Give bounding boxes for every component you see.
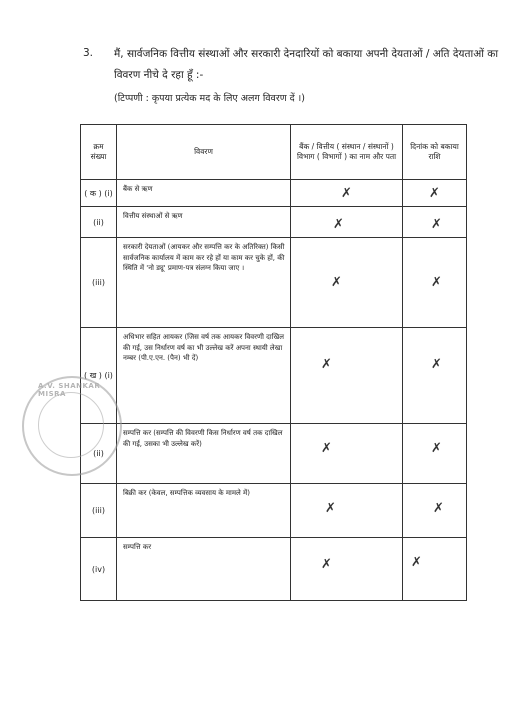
amount-cell xyxy=(403,180,467,207)
cross-mark: ✗ xyxy=(341,186,352,201)
row-details: बैंक से ऋण xyxy=(117,180,291,207)
header-institution: बैंक / वित्तीय ( संस्थान / संस्थानों ) विभाग ( विभागों ) का नाम और पता xyxy=(291,125,403,180)
row-details: सम्पत्ति कर (सम्पत्ति की विवरणी किस निर्धारण वर्ष तक दाखिल की गई, उसका भी उल्लेख करें) xyxy=(117,424,291,484)
institution-cell xyxy=(291,238,403,328)
table-row xyxy=(81,328,467,424)
row-serial: (iv) xyxy=(81,538,117,601)
table-header-row xyxy=(81,125,467,180)
row-serial: (ii) xyxy=(81,207,117,238)
amount-cell xyxy=(403,207,467,238)
row-details: सरकारी देयताओं (आयकर और सम्पत्ति कर के अतिरिक्त) किसी सार्वजनिक कार्यालय में काम कर रहे हों या काम कर चुके हों, की स्थिति में 'नो ड्यू' प्रमाण-पत्र संलग्न किया जाए । xyxy=(117,238,291,328)
cross-mark: ✗ xyxy=(411,555,422,570)
institution-cell xyxy=(291,484,403,538)
cross-mark: ✗ xyxy=(431,441,442,456)
header-details: विवरण xyxy=(117,125,291,180)
cross-mark: ✗ xyxy=(321,557,332,572)
cross-mark: ✗ xyxy=(431,275,442,290)
amount-cell xyxy=(403,238,467,328)
table-row xyxy=(81,207,467,238)
institution-cell xyxy=(291,328,403,424)
table-row xyxy=(81,538,467,601)
row-serial: ( ख ) (i) xyxy=(81,328,117,424)
amount-cell xyxy=(403,538,467,601)
table-row xyxy=(81,238,467,328)
cross-mark: ✗ xyxy=(433,501,444,516)
header-amount: दिनांक को बकाया राशि xyxy=(403,125,467,180)
cross-mark: ✗ xyxy=(331,275,342,290)
row-details: बिक्री कर (केवल, सम्पत्तिक व्यवसाय के मामले में) xyxy=(117,484,291,538)
row-serial: (ii) xyxy=(81,424,117,484)
cross-mark: ✗ xyxy=(321,357,332,372)
cross-mark: ✗ xyxy=(429,186,440,201)
institution-cell xyxy=(291,180,403,207)
table-row xyxy=(81,484,467,538)
row-serial: ( क ) (i) xyxy=(81,180,117,207)
row-details: वित्तीय संस्थाओं से ऋण xyxy=(117,207,291,238)
stamp-text: A.V. SHANKAR MISRA xyxy=(38,382,101,398)
intro-line-2: विवरण नीचे दे रहा हूँ :- xyxy=(114,69,204,81)
intro-line-1: मैं, सार्वजनिक वित्तीय संस्थाओं और सरकारी देनदारियों को बकाया अपनी देयताओं / अति देयताओं का xyxy=(114,48,499,60)
amount-cell xyxy=(403,424,467,484)
cross-mark: ✗ xyxy=(431,217,442,232)
cross-mark: ✗ xyxy=(325,501,336,516)
institution-cell xyxy=(291,207,403,238)
amount-cell xyxy=(403,328,467,424)
institution-cell xyxy=(291,538,403,601)
instruction-note: (टिप्पणी : कृपया प्रत्येक मद के लिए अलग विवरण दें ।) xyxy=(114,93,305,104)
cross-mark: ✗ xyxy=(333,217,344,232)
institution-cell xyxy=(291,424,403,484)
cross-mark: ✗ xyxy=(431,357,442,372)
table-row xyxy=(81,180,467,207)
row-serial: (iii) xyxy=(81,484,117,538)
item-number: 3. xyxy=(83,47,94,59)
header-serial: क्रम संख्या xyxy=(81,125,117,180)
liabilities-table xyxy=(80,124,467,601)
row-details: सम्पत्ति कर xyxy=(117,538,291,601)
row-details: अधिभार सहित आयकर (जिस वर्ष तक आयकर विवरणी दाखिल की गई, उस निर्धारण वर्ष का भी उल्लेख करें अपना स्थायी लेखा नम्बर (पी.ए.एन. (पैन) भी दें) xyxy=(117,328,291,424)
amount-cell xyxy=(403,484,467,538)
row-serial: (iii) xyxy=(81,238,117,328)
cross-mark: ✗ xyxy=(321,441,332,456)
table-row xyxy=(81,424,467,484)
